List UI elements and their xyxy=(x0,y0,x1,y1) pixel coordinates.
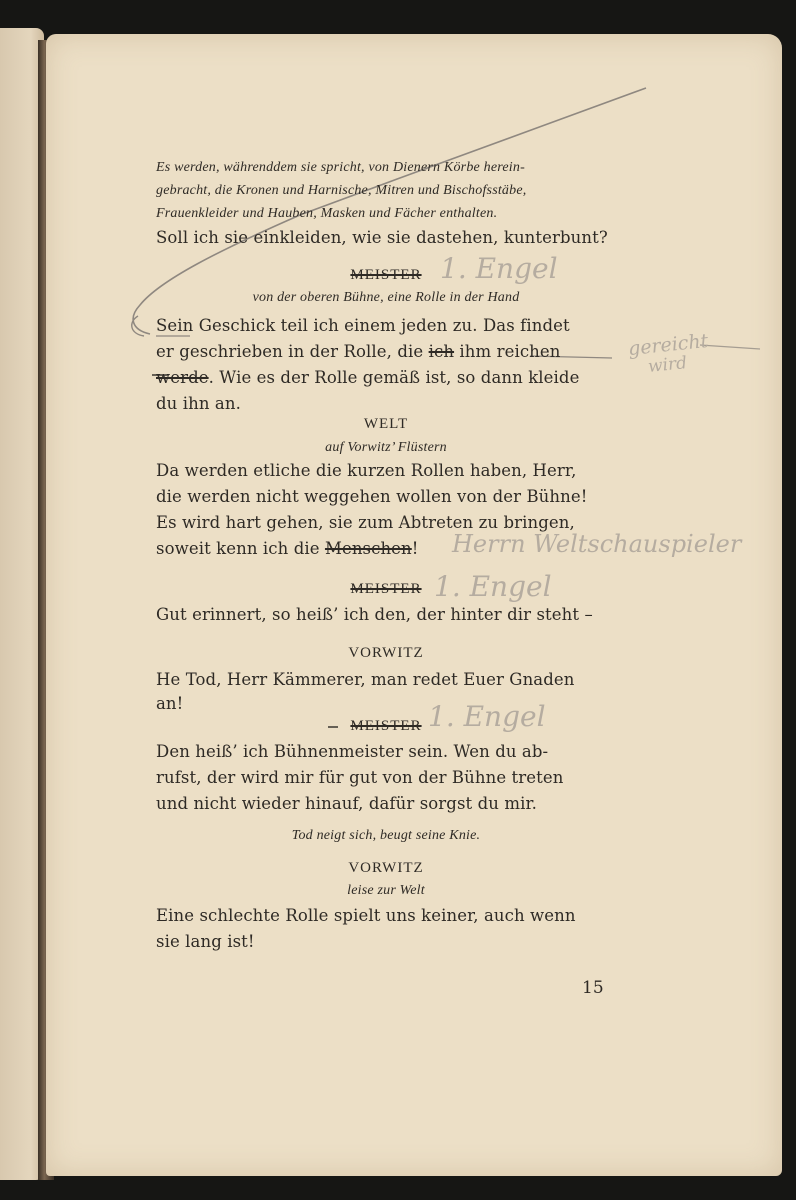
dialogue-line: He Tod, Herr Kämmerer, man redet Euer Gnaden xyxy=(156,670,575,689)
dialogue-text: . Wie es der Rolle gemäß ist, so dann kleide xyxy=(208,368,580,387)
dialogue-line: Eine schlechte Rolle spielt uns keiner, auch wenn xyxy=(156,906,576,925)
dialogue-text: er geschrieben in der Rolle, die xyxy=(156,342,429,361)
struck-word: werde xyxy=(156,368,209,387)
struck-word: ich xyxy=(428,342,455,361)
dialogue-line: die werden nicht weggehen wollen von der Bühne! xyxy=(156,487,588,506)
handwritten-annotation: wird xyxy=(647,353,688,377)
dialogue-line: Gut erinnert, so heiß’ ich den, der hinter dir steht – xyxy=(156,605,593,624)
dialogue-line: du ihn an. xyxy=(156,394,241,413)
dialogue-line: Soll ich sie einkleiden, wie sie dastehen, kunterbunt? xyxy=(156,228,608,247)
dialogue-text: ihm reichen xyxy=(454,342,561,361)
struck-word: Menschen xyxy=(324,539,412,558)
dialogue-text: ! xyxy=(411,539,419,558)
dialogue-line: Da werden etliche die kurzen Rollen haben, Herr, xyxy=(156,461,577,480)
struck-speaker-meister: MEISTER xyxy=(350,581,422,597)
handwritten-annotation: 1. Engel xyxy=(434,570,552,603)
stage-direction: von der oberen Bühne, eine Rolle in der Hand xyxy=(252,290,520,305)
dialogue-line: an! xyxy=(156,694,184,713)
speaker-name: WELT xyxy=(363,416,409,432)
dialogue-line xyxy=(156,539,419,558)
stage-direction: auf Vorwitz’ Flüstern xyxy=(325,440,447,455)
handwritten-annotation: 1. Engel xyxy=(440,252,558,285)
speaker-name xyxy=(156,718,616,735)
struck-speaker-meister: MEISTER xyxy=(350,718,422,734)
speaker-name: VORWITZ xyxy=(348,645,424,661)
handwritten-annotation: gereicht xyxy=(627,329,710,361)
stage-direction-line: Frauenkleider und Hauben, Masken und Fächer enthalten. xyxy=(156,206,498,221)
stage-direction-line: Es werden, währenddem sie spricht, von Dienern Körbe herein- xyxy=(156,160,525,175)
handwritten-annotation: Herrn Weltschauspieler xyxy=(452,530,742,558)
stage-direction-line: gebracht, die Kronen und Harnische, Mitren und Bischofsstäbe, xyxy=(156,183,527,198)
dialogue-line: Sein Geschick teil ich einem jeden zu. Das findet xyxy=(156,316,570,335)
dialogue-line: und nicht wieder hinauf, dafür sorgst du mir. xyxy=(156,794,537,813)
dialogue-line: rufst, der wird mir für gut von der Bühne treten xyxy=(156,768,564,787)
dialogue-line: sie lang ist! xyxy=(156,932,255,951)
pencil-bracket-stroke xyxy=(132,316,144,336)
dialogue-line: Den heiß’ ich Bühnenmeister sein. Wen du ab- xyxy=(156,742,549,761)
page-number: 15 xyxy=(582,978,604,998)
dialogue-line xyxy=(156,368,579,387)
speaker-name: VORWITZ xyxy=(348,860,424,876)
dialogue-text: soweit kenn ich die xyxy=(156,539,325,558)
dialogue-line: Es wird hart gehen, sie zum Abtreten zu bringen, xyxy=(156,513,575,532)
struck-speaker-meister: MEISTER xyxy=(350,267,422,283)
stage-direction: Tod neigt sich, beugt seine Knie. xyxy=(291,828,481,843)
stage-direction: leise zur Welt xyxy=(347,883,425,898)
dialogue-line xyxy=(156,342,561,361)
handwritten-annotation: 1. Engel xyxy=(428,700,546,733)
